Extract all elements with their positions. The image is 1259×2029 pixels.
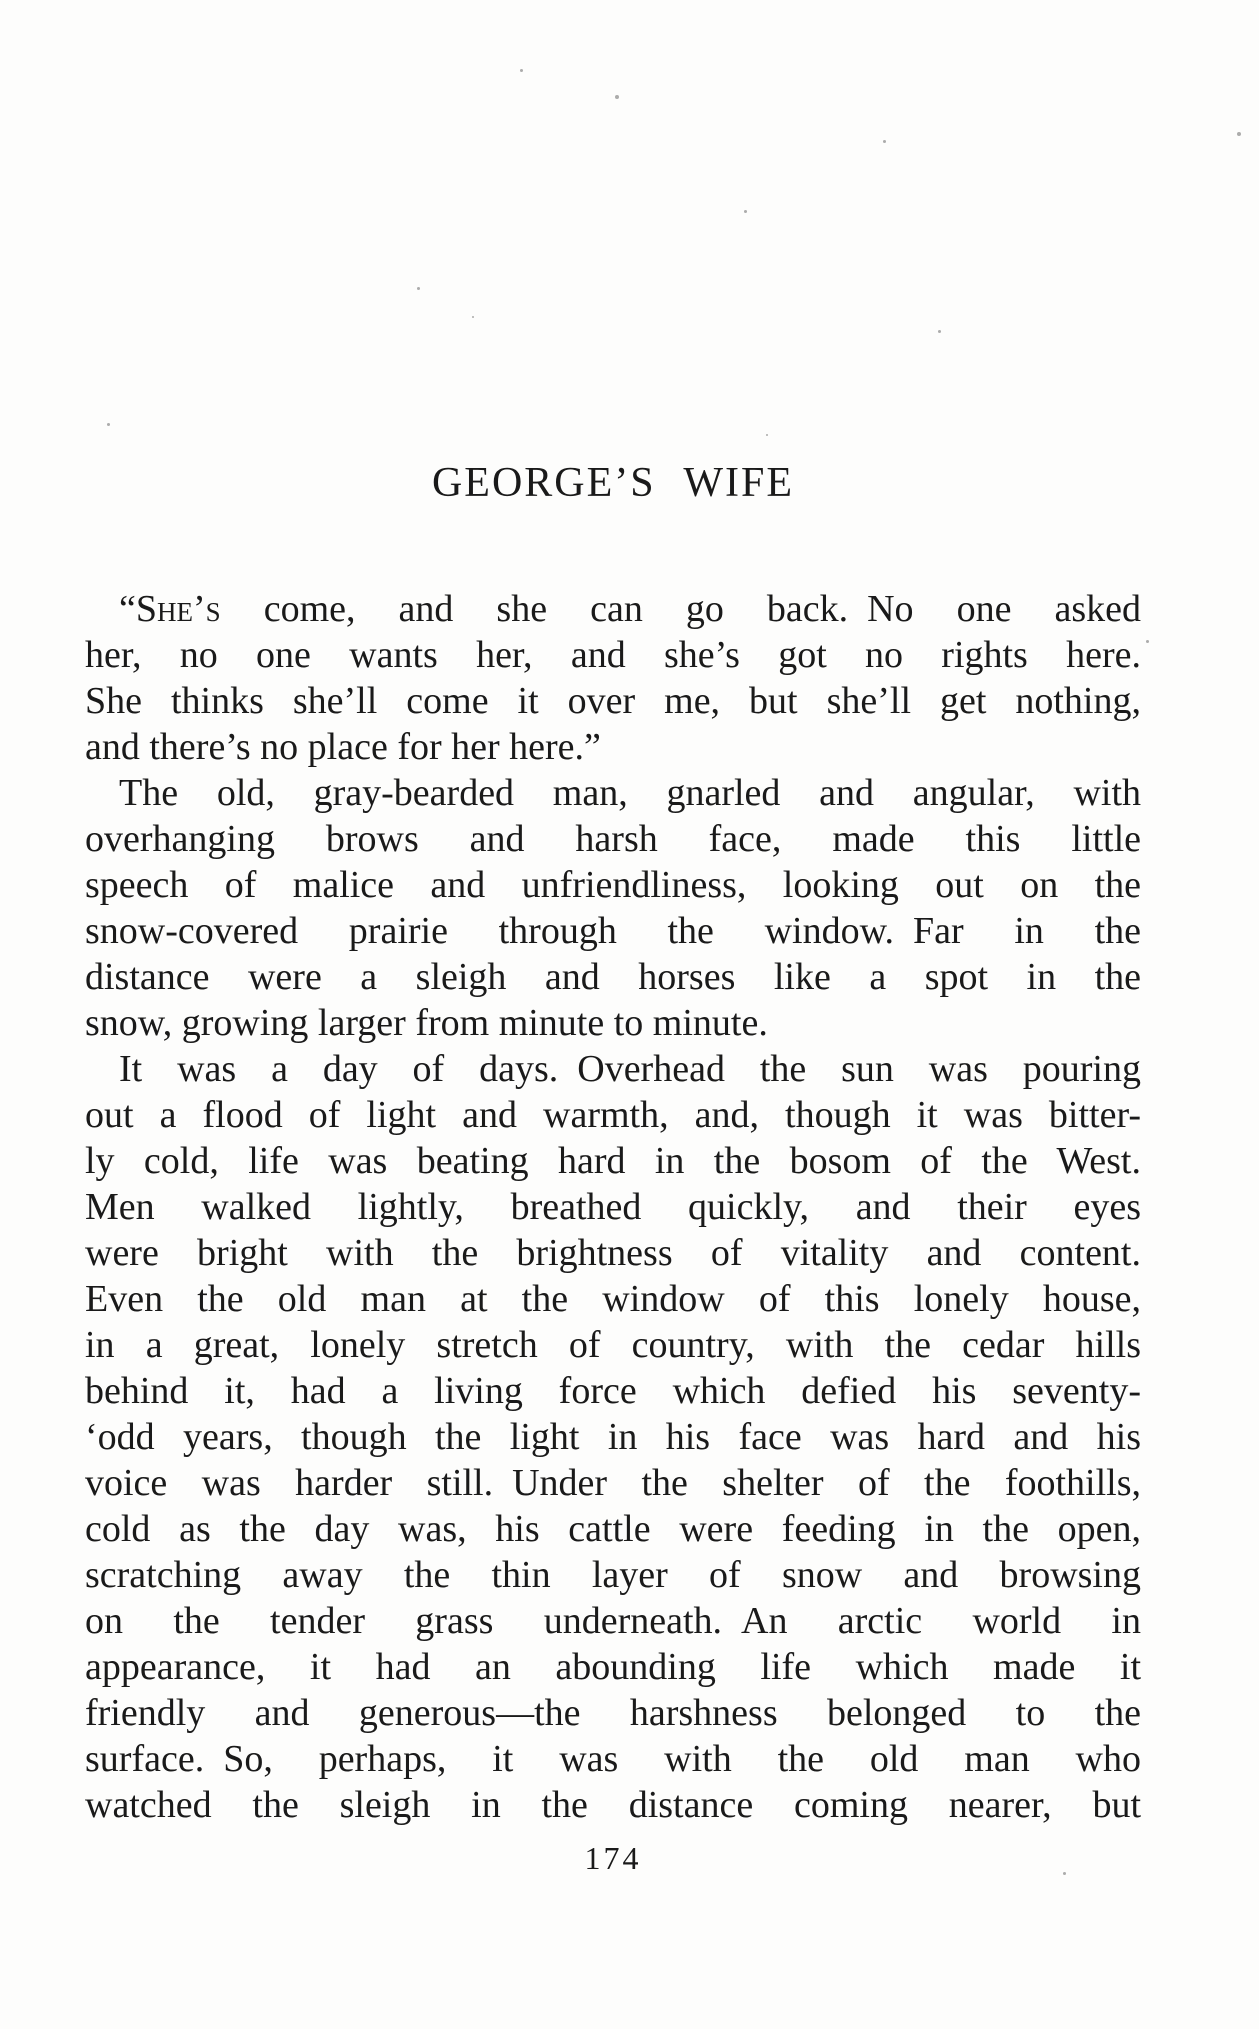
text-line: It was a day of days. Overhead the sun was pouring (119, 1048, 1141, 1090)
text-line: friendly and generous—the harshness belonged to the (85, 1692, 1141, 1734)
text-line: Men walked lightly, breathed quickly, and their eyes (85, 1186, 1141, 1228)
chapter-title: GEORGE’S WIFE (431, 460, 795, 506)
text-line: distance were a sleigh and horses like a spot in the (85, 956, 1141, 998)
smallcaps-word: he’s (157, 588, 221, 630)
text-line: Even the old man at the window of this lonely house, (85, 1278, 1141, 1320)
text-line: her, no one wants her, and she’s got no rights here. (85, 634, 1141, 676)
text-line: behind it, had a living force which defied his seventy- (85, 1370, 1141, 1412)
text-line: snow-covered prairie through the window. Far in the (85, 910, 1141, 952)
text-line: The old, gray-bearded man, gnarled and angular, with (119, 772, 1141, 814)
text-line: surface. So, perhaps, it was with the old man who (85, 1738, 1141, 1780)
text-line: voice was harder still. Under the shelter of the foothills, (85, 1462, 1141, 1504)
text-line: scratching away the thin layer of snow and browsing (85, 1554, 1141, 1596)
text-line: snow, growing larger from minute to minute. (85, 1002, 768, 1044)
text-segment: come, and she can go back. No one asked (220, 588, 1141, 630)
text-line: out a flood of light and warmth, and, though it was bitter- (85, 1094, 1141, 1136)
text-line: watched the sleigh in the distance coming nearer, but (85, 1784, 1141, 1826)
story-text (85, 586, 1141, 1828)
text-line: appearance, it had an abounding life which made it (85, 1646, 1141, 1688)
text-line: speech of malice and unfriendliness, looking out on the (85, 864, 1141, 906)
text-line (85, 586, 1141, 632)
text-line: She thinks she’ll come it over me, but she’ll get nothing, (85, 680, 1141, 722)
text-line: ly cold, life was beating hard in the bosom of the West. (85, 1140, 1141, 1182)
text-line: ‘odd years, though the light in his face was hard and his (85, 1416, 1141, 1458)
text-segment: “S (119, 588, 157, 630)
page-number: 174 (584, 1840, 642, 1876)
text-line: and there’s no place for her here.” (85, 726, 601, 768)
text-line: on the tender grass underneath. An arctic world in (85, 1600, 1141, 1642)
text-line: overhanging brows and harsh face, made this little (85, 818, 1141, 860)
text-line: cold as the day was, his cattle were feeding in the open, (85, 1508, 1141, 1550)
text-line: were bright with the brightness of vitality and content. (85, 1232, 1141, 1274)
text-line: in a great, lonely stretch of country, with the cedar hills (85, 1324, 1141, 1366)
